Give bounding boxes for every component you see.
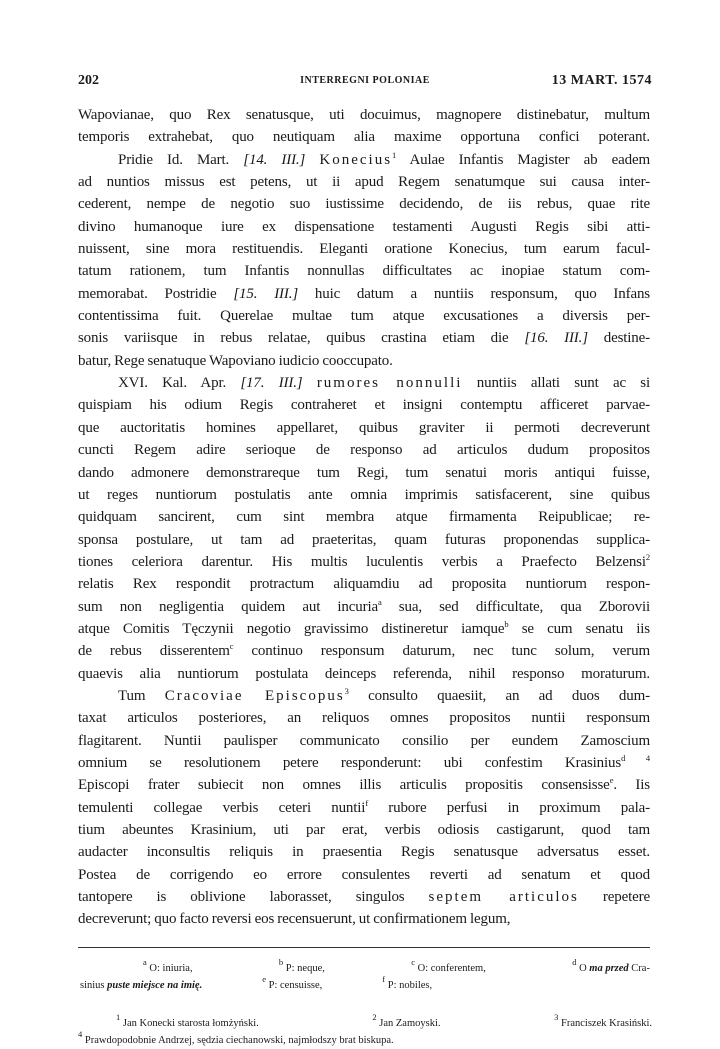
note-text: P: neque, (283, 962, 325, 974)
text-line: taxat articulos posteriores, an reliquos omnes propositos nuntii responsum (78, 710, 650, 727)
note-mark: 3 (554, 1011, 559, 1022)
date-bracket: [15. III.] (233, 285, 299, 302)
text-line: flagitarent. Nuntii paulisper communicato consilio per eundem Zamoscium (78, 732, 650, 749)
text-fragment: omnium se resolutionem petere responderunt: ubi confestim Krasinius (78, 754, 622, 771)
text-line: nuissent, sine mora restituendis. Eleganti oratione Konecius, tum earum facul- (78, 241, 650, 258)
variant-ref: d 4 (621, 752, 650, 763)
note-mark: 2 (372, 1011, 377, 1022)
footnote-4 (78, 1028, 394, 1049)
text-fragment: tiones celeriora darentur. His multis luculentis verbis a Praefecto Belzensi (78, 553, 646, 570)
text-line (78, 797, 650, 819)
spaced-name: Konecius (319, 151, 393, 168)
text-line: sponsa postulare, ut tam ad praeteritas, quam futuras proponendas supplica- (78, 531, 650, 548)
note-mark: a (143, 956, 147, 967)
variant-ref: c (229, 641, 234, 652)
text-line: relatis Rex respondit protractum aliquamdiu ad proposita nuntiorum respon- (78, 576, 650, 593)
variant-ref: b (504, 618, 509, 629)
variant-note-d (572, 956, 650, 977)
footnote-2 (372, 1011, 441, 1032)
text-fragment: tantopere is oblivione laborasset, singulos (78, 889, 429, 906)
text-line: tium abeuntes Krasinium, uti par erat, verbis odiosis castigarunt, quod tam (78, 822, 650, 838)
date-bracket: [16. III.] (524, 330, 588, 347)
text-fragment: destine- (587, 330, 650, 347)
text-fragment: Episcopi frater subiecit non omnes illis articulis propositis consensisse (78, 777, 610, 794)
text-fragment (305, 152, 319, 168)
text-fragment: repetere (578, 889, 650, 906)
note-mark: 1 (116, 1011, 121, 1022)
text-fragment: consulto quaesiit, an ad duos dum- (348, 687, 650, 704)
note-text: Jan Zamoyski. (376, 1017, 441, 1029)
variant-notes (78, 956, 650, 994)
text-line: dando admonere demonstrareque tum Regi, tum senatui moris antiqui fuisse, (78, 464, 650, 481)
note-mark: b (278, 956, 284, 967)
note-mark: c (411, 956, 415, 967)
text-line: quispiam his odium Regis contraheret et insigni contemptu afficeret parvae- (78, 397, 650, 414)
text-fragment: Pridie Id. Mart. (118, 151, 244, 168)
text-fragment: Tum (118, 687, 165, 704)
text-line (78, 685, 650, 707)
text-line: que auctoritatis homines appellaret, quibus graviter ii permoti decreverunt (78, 419, 650, 436)
running-header (78, 73, 652, 95)
page-number: 202 (78, 73, 99, 88)
note-mark: f (382, 973, 386, 984)
variant-note-b (278, 956, 325, 977)
spaced-name: Cracoviae Episcopus (164, 687, 345, 704)
variant-note-d-cont (80, 977, 202, 994)
text-fragment: memorabat. Postridie (78, 285, 234, 302)
text-fragment: rubore perfusi in proximum pala- (368, 799, 650, 816)
note-italic: ma przed (589, 962, 629, 974)
note-text: P: censuisse, (266, 979, 323, 991)
text-line: decreverunt; quo facto reversi eos recensuerunt, ut confirmationem legum, (78, 911, 511, 928)
variant-ref: e (609, 775, 614, 786)
note-mark: d (572, 956, 577, 967)
variant-note-a (143, 956, 193, 977)
date-bracket: [14. III.] (243, 151, 306, 168)
text-line: temporis extrahebat, quo neutiquam alia maxime opportuna confici poterant. (78, 129, 650, 146)
note-text: P: nobiles, (385, 979, 433, 991)
spaced-phrase: septem articulos (428, 889, 579, 906)
text-fragment (303, 375, 317, 391)
text-fragment: XVI. Kal. Apr. (118, 375, 241, 392)
running-title: INTERREGNI POLONIAE (300, 75, 430, 86)
note-text: Cra- (628, 962, 650, 974)
text-line (78, 149, 650, 171)
text-line: Postea de corrigendo eo errore consulentes reverti ad senatum et quod (78, 866, 650, 883)
text-line (78, 618, 650, 640)
note-text: Franciszek Krasiński. (558, 1017, 652, 1029)
note-mark: 4 (78, 1028, 83, 1039)
text-fragment: continuo responsum daturum, nec tunc solum, verum (233, 643, 650, 660)
text-fragment: nuntiis allati sunt ac si (462, 375, 650, 392)
text-line (78, 774, 650, 796)
note-italic: puste miejsce na imię. (107, 979, 203, 991)
text-line (78, 596, 650, 618)
date-bracket: [17. III.] (240, 375, 303, 392)
header-date: 13 MART. 1574 (551, 73, 652, 88)
variant-ref: a (378, 596, 382, 607)
footnote-1 (116, 1011, 259, 1032)
variant-ref: f (365, 797, 369, 808)
text-line: batur, Rege senatuque Wapoviano iudicio cooccupato. (78, 352, 393, 369)
note-text: O: iniuria, (146, 962, 193, 974)
footnote-divider (78, 947, 650, 948)
text-line: Wapovianae, quo Rex senatusque, uti docuimus, magnopere distinebatur, multum (78, 107, 650, 123)
text-line (78, 372, 650, 394)
text-line: contentissima fuit. Querelae multae tum atque excusationes a diversis per- (78, 308, 650, 325)
variant-note-e (262, 973, 323, 994)
note-text: Prawdopodobnie Andrzej, sędzia ciechanowski, najmłodszy brat biskupa. (82, 1034, 394, 1046)
footnote-ref: 2 (645, 551, 650, 562)
footnote-3 (554, 1011, 652, 1032)
text-line: quidquam sancirent, cum sint membra atque firmamenta Reipublicae; re- (78, 509, 650, 526)
text-fragment: Aulae Infantis Magister ab eadem (396, 151, 651, 168)
text-line (78, 283, 650, 305)
footnote-ref: 1 (392, 149, 397, 160)
note-text: Jan Konecki starosta łomżyński. (120, 1017, 259, 1029)
text-line: cuncti Regem adire serioque de responso ad articulos dudum propositos (78, 442, 650, 459)
text-fragment: temulenti collegae verbis ceteri nuntii (78, 799, 366, 816)
text-fragment: atque Comitis Tęczynii negotio gravissimo distineretur iamque (78, 620, 505, 637)
text-fragment: huic datum a nuntiis responsum, quo Infans (298, 285, 650, 302)
spaced-phrase: rumores nonnulli (316, 375, 463, 392)
note-text: O: conferentem, (415, 962, 486, 974)
note-mark: e (262, 973, 266, 984)
text-line: cederent, nempe de negotio suo iustissime decidendo, de iis rebus, quae rite (78, 196, 650, 213)
text-line: ut reges nuntiorum postulatis ante omnia imprimis satisfacerent, sine quibus (78, 486, 650, 503)
text-line: tatum rationem, tum Infantis nonnullas difficultates ac inopiae statum com- (78, 263, 650, 280)
variant-note-f (382, 973, 433, 994)
text-line (78, 551, 650, 573)
note-text: O (576, 962, 590, 974)
text-line (78, 886, 650, 908)
text-line: divino humanoque iure ex dispensatione testamenti Augusti Regis sibi atti- (78, 218, 650, 235)
text-line (78, 752, 650, 774)
text-line (78, 327, 650, 349)
footnote-ref: 3 (344, 685, 349, 696)
text-line: ad nuntios missus est petens, ut ii apud Regem senatumque sui causa inter- (78, 174, 650, 191)
variant-note-c (411, 956, 486, 977)
text-line: audacter inconsultis reliquis in praesentia Regis senatusque adversatus esset. (78, 844, 650, 861)
footnotes (78, 1011, 652, 1049)
text-fragment: se cum senatu iis (508, 620, 650, 637)
note-text: sinius (80, 979, 108, 991)
text-line: quaevis alia nuntiorum postulata deinceps referenda, nihil responso moraturum. (78, 665, 650, 682)
text-line (78, 640, 650, 662)
text-fragment: . Iis (613, 777, 650, 794)
text-fragment: sua, sed difficultate, qua Zborovii (381, 598, 650, 615)
text-fragment: sonis variisque in rebus relatae, quibus crastina etiam die (78, 330, 525, 347)
text-fragment: de rebus disserentem (78, 643, 230, 660)
text-fragment: sum non negligentia quidem aut incuria (78, 598, 378, 615)
main-text (78, 104, 650, 931)
